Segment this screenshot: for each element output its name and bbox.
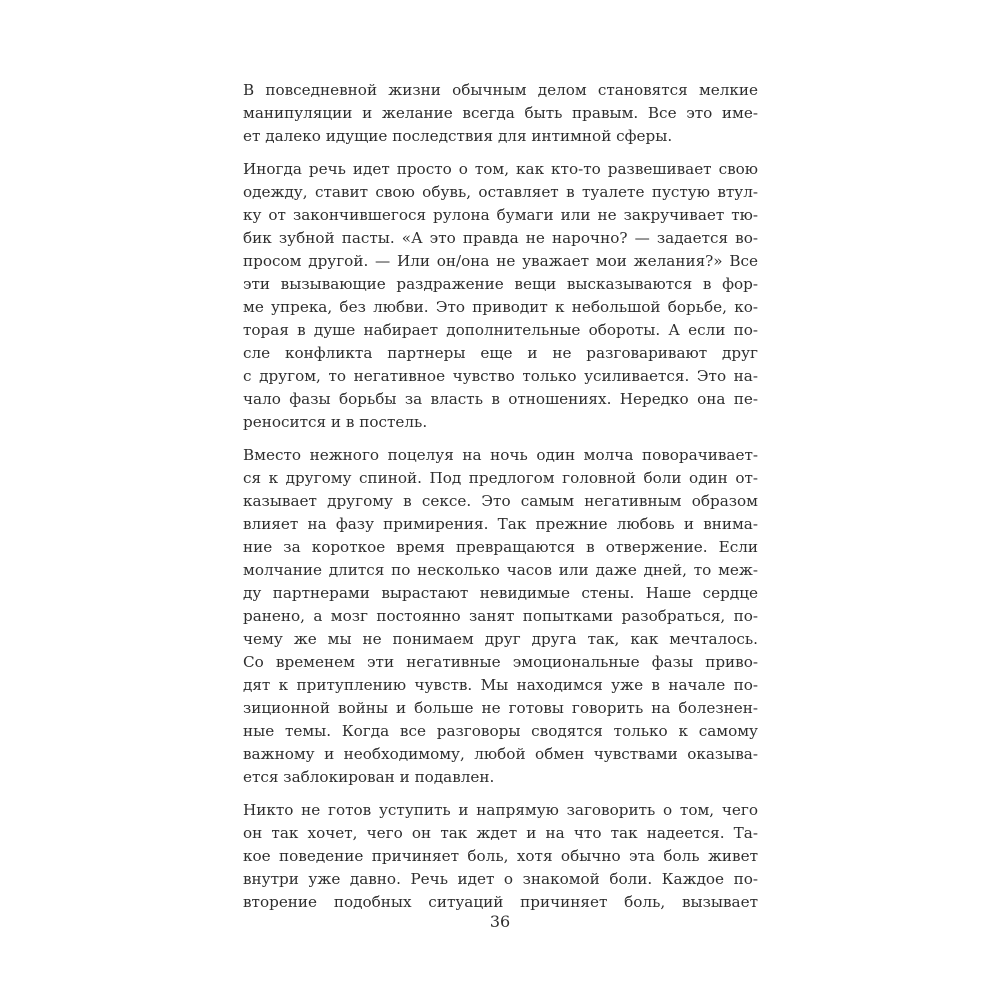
text-line: кое поведение причиняет боль, хотя обычно эта боль живет — [243, 847, 758, 865]
text-line: ду партнерами вырастают невидимые стены. Наше сердце — [243, 584, 758, 602]
text-line: манипуляции и желание всегда быть правым. Все это име- — [243, 104, 758, 122]
text-line: важному и необходимому, любой обмен чувствами оказыва- — [243, 745, 758, 763]
text-line: зиционной войны и больше не готовы говорить на болезнен- — [243, 699, 758, 717]
text-line: Вместо нежного поцелуя на ночь один молча поворачивает- — [243, 446, 758, 464]
text-line: ние за короткое время превращаются в отвержение. Если — [243, 538, 758, 556]
text-line: чало фазы борьбы за власть в отношениях. Нередко она пе- — [243, 390, 758, 408]
text-line: одежду, ставит свою обувь, оставляет в туалете пустую втул- — [243, 183, 758, 201]
text-line: Иногда речь идет просто о том, как кто-то развешивает свою — [243, 160, 758, 178]
text-line: ранено, а мозг постоянно занят попытками разобраться, по- — [243, 607, 758, 625]
text-line: В повседневной жизни обычным делом становятся мелкие — [243, 81, 758, 99]
paragraph — [243, 799, 758, 914]
text-line: он так хочет, чего он так ждет и на что так надеется. Та- — [243, 824, 758, 842]
text-line: дят к притуплению чувств. Мы находимся уже в начале по- — [243, 676, 758, 694]
text-line: казывает другому в сексе. Это самым негативным образом — [243, 492, 758, 510]
page-body — [243, 79, 758, 924]
text-line: сле конфликта партнеры еще и не разговаривают друг — [243, 344, 758, 362]
text-line: с другом, то негативное чувство только усиливается. Это на- — [243, 367, 758, 385]
text-line: внутри уже давно. Речь идет о знакомой боли. Каждое по- — [243, 870, 758, 888]
text-line: реносится и в постель. — [243, 413, 428, 431]
text-line: ные темы. Когда все разговоры сводятся только к самому — [243, 722, 758, 740]
paragraph — [243, 444, 758, 789]
page-number: 36 — [489, 912, 511, 931]
text-line: ку от закончившегося рулона бумаги или не закручивает тю- — [243, 206, 758, 224]
text-line: эти вызывающие раздражение вещи высказываются в фор- — [243, 275, 758, 293]
text-line: просом другой. — Или он/она не уважает мои желания?» Все — [243, 252, 758, 270]
text-line: Никто не готов уступить и напрямую заговорить о том, чего — [243, 801, 758, 819]
text-line: молчание длится по несколько часов или даже дней, то меж- — [243, 561, 758, 579]
text-line: торая в душе набирает дополнительные обороты. А если по- — [243, 321, 758, 339]
text-line: ет далеко идущие последствия для интимной сферы. — [243, 127, 673, 145]
text-line: ме упрека, без любви. Это приводит к небольшой борьбе, ко- — [243, 298, 758, 316]
text-line: чему же мы не понимаем друг друга так, как мечталось. — [243, 630, 758, 648]
text-line: влияет на фазу примирения. Так прежние любовь и внима- — [243, 515, 758, 533]
paragraph — [243, 158, 758, 434]
paragraph — [243, 79, 758, 148]
text-line: бик зубной пасты. «А это правда не нарочно? — задается во- — [243, 229, 758, 247]
text-line: ся к другому спиной. Под предлогом головной боли один от- — [243, 469, 758, 487]
text-line: ется заблокирован и подавлен. — [243, 768, 495, 786]
text-line: вторение подобных ситуаций причиняет боль, вызывает — [243, 893, 758, 911]
text-line: Со временем эти негативные эмоциональные фазы приво- — [243, 653, 758, 671]
